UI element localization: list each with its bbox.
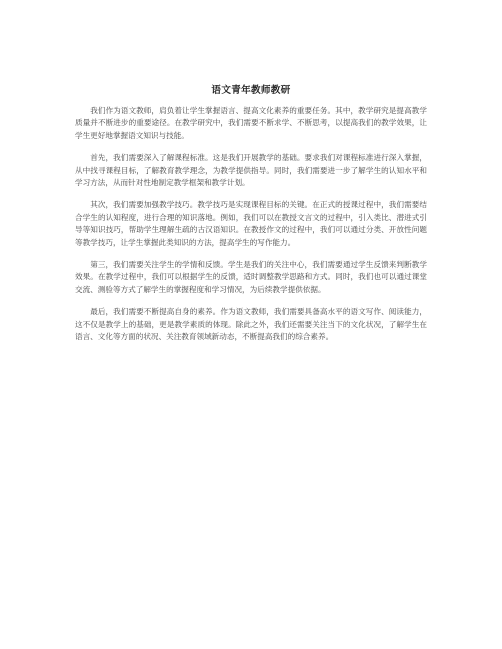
paragraph-student-feedback: 第三，我们需要关注学生的学情和反馈。学生是我们的关注中心，我们需要通过学生反馈来判断教学效果。在教学过程中，我们可以根据学生的反馈，适时调整教学思路和方式。同时，我们也可以通过课堂交流、测验等方式了解学生的掌握程度和学习情况，为后续教学提供依据。	[75, 260, 427, 294]
paragraph-self-improvement: 最后，我们需要不断提高自身的素养。作为语文教师，我们需要具备高水平的语文写作、阅读能力，这不仅是教学上的基础，更是教学素质的体现。除此之外，我们还需要关注当下的文化状况，了解学生在语言、文化等方面的状况、关注教育领域新动态，不断提高我们的综合素养。	[75, 307, 427, 342]
paragraph-teaching-skills: 其次，我们需要加强教学技巧。教学技巧是实现课程目标的关键。在正式的授课过程中，我们需要结合学生的认知程度，进行合理的知识落地。例如，我们可以在教授文言文的过程中，引入类比、潜进式引导等知识技巧，帮助学生理解生疏的古汉语知识。在教授作文的过程中，我们可以通过分类、开放性问题等教学技巧，让学生掌握此类知识的方法，提高学生的写作能力。	[75, 200, 427, 247]
document-title: 语文青年教师教研	[211, 85, 291, 96]
paragraph-intro: 我们作为语文教师，肩负着让学生掌握语言、提高文化素养的重要任务。其中，教学研究是提高教学质量并不断进步的重要途径。在教学研究中，我们需要不断求学、不断思考，以提高我们的教学效果，让学生更好地掌握语文知识与技能。	[75, 106, 427, 140]
document-body	[75, 105, 427, 354]
paragraph-curriculum-standards: 首先，我们需要深入了解课程标准。这是我们开展教学的基础。要求我们对课程标准进行深入掌握，从中找寻课程目标，了解教育教学理念，为教学提供指导。同时，我们需要进一步了解学生的认知水平和学习方法，从而针对性地制定教学框架和教学计划。	[75, 153, 427, 188]
